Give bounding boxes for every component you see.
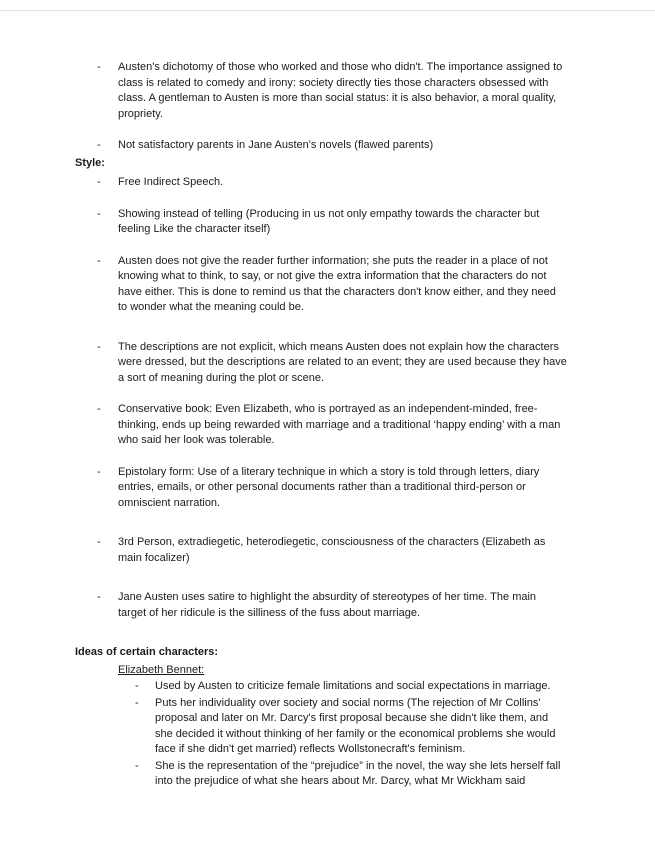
bullet-item bbox=[97, 402, 567, 449]
bullet-marker: - bbox=[135, 680, 139, 692]
bullet-text: Austen does not give the reader further information; she puts the reader in a place of not knowing what to think, to say, or not give the extra information that the characters do not have either. This is done to remind us that the characters don't know either, and they need to wonder what the meaning could be. bbox=[118, 254, 556, 313]
section-heading-style: Style: bbox=[75, 156, 105, 169]
bullet-text: Free Indirect Speech. bbox=[118, 176, 224, 188]
bullet-item bbox=[97, 60, 567, 122]
bullet-marker: - bbox=[97, 254, 101, 267]
bullet-marker: - bbox=[97, 591, 101, 603]
bullet-text: She is the representation of the “prejudice” in the novel, the way she lets herself fall into the prejudice of what she hears about Mr. Darcy, what Mr Wickham said bbox=[155, 759, 561, 787]
bullet-text: Epistolary form: Use of a literary technique in which a story is told through letters, diary entries, emails, or other personal documents rather than a traditional third-person or omniscient narration. bbox=[118, 465, 540, 509]
bullet-item bbox=[135, 679, 567, 695]
bullet-item bbox=[97, 175, 567, 191]
bullet-marker: - bbox=[135, 696, 139, 709]
bullet-item bbox=[135, 759, 567, 790]
bullet-text: Jane Austen uses satire to highlight the absurdity of stereotypes of her time. The main target of her ridicule is the silliness of the fuss about marriage. bbox=[118, 591, 537, 619]
bullet-item bbox=[97, 254, 567, 316]
bullet-item bbox=[97, 138, 567, 154]
bullet-text: 3rd Person, extradiegetic, heterodiegetic, consciousness of the characters (Elizabeth as main focalizer) bbox=[118, 536, 546, 564]
bullet-text: Used by Austen to criticize female limitations and social expectations in marriage. bbox=[155, 680, 551, 692]
bullet-marker: - bbox=[135, 759, 139, 772]
bullet-item bbox=[97, 465, 567, 512]
bullet-marker: - bbox=[97, 465, 101, 478]
bullet-text: The descriptions are not explicit, which means Austen does not explain how the characters were dressed, but the descriptions are related to an event; they are used because they have a sort of meaning during the plot or scene. bbox=[118, 340, 567, 384]
bullet-marker: - bbox=[97, 176, 101, 188]
bullet-item bbox=[97, 590, 567, 621]
bullet-text: Austen's dichotomy of those who worked and those who didn't. The importance assigned to class is related to comedy and irony: society directly ties those characters obsessed with class. A gentleman to Austen is more than social status: it is also behavior, a moral quality, propriety. bbox=[118, 61, 563, 120]
bullet-item bbox=[135, 696, 567, 758]
bullet-marker: - bbox=[97, 403, 101, 415]
bullet-item bbox=[97, 535, 567, 566]
page-top-edge bbox=[0, 10, 655, 11]
bullet-text: Puts her individuality over society and social norms (The rejection of Mr Collins' proposal and later on Mr. Darcy's first proposal because she didn't like them, and she decided it without thinking of her family or the economical problems she would face if she didn't get married) reflects Wollstonecraft's feminism. bbox=[155, 696, 556, 755]
section-heading-characters: Ideas of certain characters: bbox=[75, 646, 219, 658]
bullet-marker: - bbox=[97, 207, 101, 220]
bullet-marker: - bbox=[97, 61, 101, 73]
bullet-marker: - bbox=[97, 139, 101, 151]
bullet-marker: - bbox=[97, 536, 101, 548]
subheading-elizabeth-bennet: Elizabeth Bennet: bbox=[118, 663, 205, 676]
bullet-item bbox=[97, 340, 567, 387]
bullet-item bbox=[97, 207, 567, 238]
bullet-text: Conservative book: Even Elizabeth, who is portrayed as an independent-minded, free-thinking, ends up being rewarded with marriage and a traditional ‘happy ending’ with a man who said her look was tolerable. bbox=[118, 403, 561, 446]
bullet-text: Not satisfactory parents in Jane Austen's novels (flawed parents) bbox=[118, 139, 434, 151]
bullet-marker: - bbox=[97, 340, 101, 353]
bullet-text: Showing instead of telling (Producing in us not only empathy towards the character but feeling Like the character itself) bbox=[118, 207, 540, 235]
